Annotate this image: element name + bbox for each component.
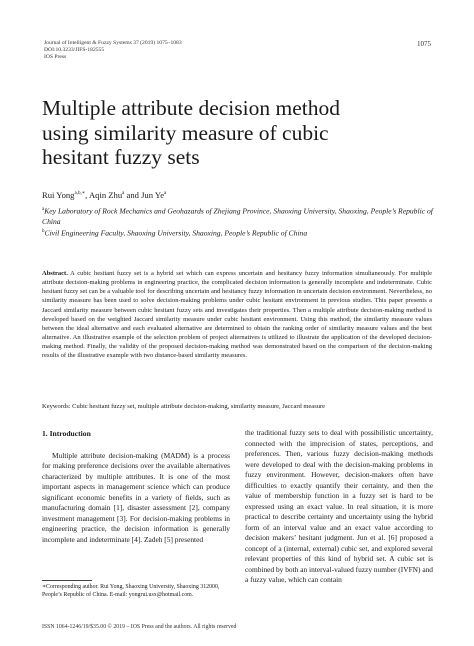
author-name: Rui Yong [42, 190, 75, 200]
body-paragraph: Multiple attribute decision-making (MADM) is a process for making preference decisions over the available alternatives characterized by multiple attributes. It is one of the most important aspects in management science which can produce significant economic benefits in a variety of fields, such as manufacturing domain [1], disaster assessment [2], company investment management [3]. For decision-making problems in engineering practice, the decision information is generally incomplete and indeterminate [4]. Zadeh [5] presented [42, 450, 230, 544]
body-paragraph: the traditional fuzzy sets to deal with possibilistic uncertainty, connected with the imprecision of states, perceptions, and preferences. Then, various fuzzy decision-making methods were developed to deal with the decision-making problems in fuzzy environment. However, decision-makers often have difficulties to exactly quantify their certainty, and then the value of membership function in a fuzzy set is hard to be expressed using an exact value. In real situation, it is more practical to describe certainty and uncertainty using the hybrid form of an interval value and an exact value according to decision makers’ hesitant judgment. Jun et al. [6] proposed a concept of a (internal, external) cubic set, and explored several relevant properties of this kind of hybrid set. A cubic set is combined by both an interval-valued fuzzy number (IVFN) and a fuzzy value, which can contain [245, 428, 433, 584]
section-heading: 1. Introduction [42, 429, 91, 438]
affiliation-text: Key Laboratory of Rock Mechanics and Geohazards of Zhejiang Province, Shaoxing University, Shaoxing, People’s Republic of China [42, 206, 433, 226]
abstract-text: A cubic hesitant fuzzy set is a hybrid set which can express uncertain and hesitancy fuzzy information simultaneously. For multiple attribute decision-making problems in engineering practice, the complicated decision information is generally incomplete and indeterminate. Cubic hesitant fuzzy set can be a valuable tool for describing uncertain and hesitancy fuzzy information in uncertain decision environment. Nevertheless, no similarity measure has been used to solve decision-making problems under cubic hesitant environment in previous studies. This paper presents a Jaccard similarity measure between cubic hesitant fuzzy sets and investigates their properties. Then a multiple attribute decision-making method is developed based on the weighted Jaccard similarity measure under cubic hesitant environment. Using this method, the similarity measure values between the ideal alternative and each evaluated alternative are determined to obtain the ranking order of similarity measure values and the best alternative. An illustrative example of the selection problem of project alternatives is utilized to illustrate the application of the developed decision-making method. Finally, the validity of the proposed decision-making method was demonstrated based on the comparison of the decision-making results of the illustrative example with two distance-based similarity measures. [42, 270, 432, 360]
body-column-left [42, 428, 230, 545]
footnote-divider [42, 580, 92, 581]
journal-header [44, 40, 182, 62]
body-column-right [245, 428, 433, 586]
issn-footer: ISSN 1064-1246/19/$35.00 © 2019 – IOS Press and the authors. All rights reserved [42, 624, 237, 630]
author-affil-mark: a [122, 191, 125, 197]
title-line-3: hesitant fuzzy sets [42, 145, 200, 169]
affiliation-text: Civil Engineering Faculty, Shaoxing University, Shaoxing, People’s Republic of China [44, 228, 308, 238]
title-line-2: using similarity measure of cubic [42, 120, 329, 145]
keywords: Keywords: Cubic hesitant fuzzy set, multiple attribute decision-making, similarity measure, Jaccard measure [42, 403, 326, 410]
author-affil-mark: a [164, 191, 167, 197]
page-number: 1075 [417, 40, 431, 48]
author-affil-mark: a,b,∗ [74, 191, 86, 197]
author-separator: and [124, 190, 142, 200]
author-name: Aqin Zhu [88, 190, 123, 200]
author-list [42, 190, 166, 200]
footnote: ∗Corresponding author. Rui Yong, Shaoxing University, Shaoxing 312000, People’s Republic of China. E-mail: yongrui.usx@hotmail.com. [42, 584, 220, 598]
abstract [42, 269, 432, 361]
paper-title [42, 96, 442, 170]
title-line-1: Multiple attribute decision method [42, 96, 340, 120]
journal-line: Journal of Intelligent & Fuzzy Systems 37 (2019) 1075–1083 [44, 40, 182, 46]
affiliation-mark: a [42, 207, 45, 212]
publisher-line: IOS Press [44, 54, 67, 61]
author-name: Jun Ye [141, 190, 165, 200]
affiliation-a [42, 205, 442, 227]
abstract-label: Abstract. [42, 270, 68, 277]
author-separator: , [85, 190, 89, 200]
doi-line: DOI:10.3233/JIFS-182555 [44, 47, 105, 54]
affiliation-b [42, 227, 442, 239]
affiliation-mark: b [42, 229, 45, 234]
